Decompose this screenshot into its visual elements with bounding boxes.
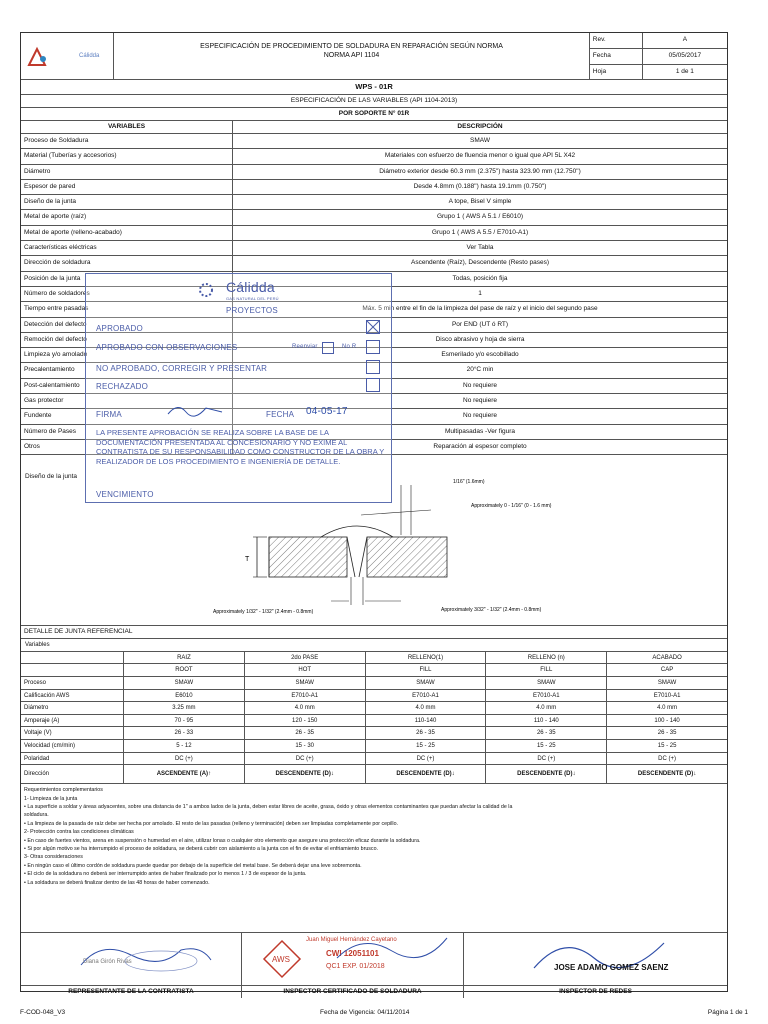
params-cell: 26 - 35 [657,730,677,737]
variable-row [21,226,727,241]
stamp-aprobado: APROBADO [96,324,143,333]
variable-desc: Ascendente (Raíz), Descendente (Resto pases) [410,259,549,267]
note-line: 2- Protección contra las condiciones climáticas [24,829,134,836]
inspector-signature-icon [332,933,452,963]
weld-joint-drawing [253,485,447,605]
params-cell: SMAW [657,680,677,687]
params-row-label: Diámetro [21,702,124,714]
inspector-exp: QC1 EXP. 01/2018 [326,963,385,971]
contratista-signature-icon [61,935,242,975]
params-cell: DC (+) [366,753,487,765]
variable-desc: Máx. 5 min entre el fin de la limpieza del pase de raíz y el inicio del segundo pase [362,305,598,313]
pass-sub: FILL [366,664,487,676]
stamp-brand-sub: GAS NATURAL DEL PERÚ [226,296,279,301]
rev-label: Rev. [590,33,643,48]
note-line: • En caso de fuertes vientos, arena en suspensión o humedad en el aire, utilizar lonas o cualquier otro elemento que asegure una protección eficaz durante la soldadura. [24,837,421,844]
label-inspector: INSPECTOR CERTIFICADO DE SOLDADURA [242,986,464,998]
inspector-name: Juan Miguel Hernández Cayetano [306,937,397,944]
pass-sub: ROOT [124,664,245,676]
params-cell: 26 - 35 [486,727,607,739]
label-contratista: REPRESENTANTE DE LA CONTRATISTA [21,986,242,998]
variable-name: Otros [21,440,233,454]
params-cell: 15 - 25 [657,742,677,749]
stamp-no-aprobado-checkbox [366,360,380,374]
variable-desc: Por END (UT ó RT) [451,320,509,328]
params-row-label: Velocidad (cm/min) [21,740,124,752]
variable-name: Detección del defecto [21,318,233,332]
signature-redes [464,933,727,985]
subtitle-row [21,95,727,108]
design-label: Diseño de la junta [25,473,78,481]
variable-name: Material (Tuberías y accesorios) [21,149,233,163]
pass-name: RAIZ [124,652,245,664]
contratista-name: Diana Girón Rivas [83,959,132,966]
pass-sub: CAP [660,667,674,674]
direction-label: Dirección [21,765,124,783]
stamp-no-aprobado: NO APROBADO, CORREGIR Y PRESENTAR [96,364,268,373]
variable-row [21,134,727,149]
variable-desc: No requiere [463,412,497,420]
variables-col-header: VARIABLES [21,121,233,133]
stamp-disclaimer: LA PRESENTE APROBACIÓN SE REALIZA SOBRE LA BASE DE LA DOCUMENTACIÓN PRESENTADA AL CONCESIONARIO Y NO EXIME AL CONTRATISTA DE SU RESPONSABILIDAD COMO CONSTRUCTOR DE LA OBRA Y REALIZADOR DE LOS PROCEDIMIENTO E INGENIERÍA DE DETALLE. [96,428,385,466]
dim-left-bottom-label: Approximately 1/32" - 1/32" (2.4mm - 0.8mm) [213,609,314,616]
calidda-logo-icon [25,45,53,69]
params-corner [21,664,124,676]
variable-row [21,165,727,180]
note-line: Requerimientos complementarios [24,787,103,794]
variable-desc: 1 [478,289,482,297]
pass-name: RELLENO (n) [486,652,607,664]
params-row-label: Voltaje (V) [21,727,124,739]
note-line: • El ciclo de la soldadura no deberá ser interrumpido antes de haber finalizado por lo menos 1 / 3 de espesor de la junta. [24,871,307,878]
pass-name: 2do PASE [245,652,366,664]
logo-cell [21,33,114,79]
params-cell: 4.0 mm [245,702,366,714]
doc-title-line1: ESPECIFICACIÓN DE PROCEDIMIENTO DE SOLDADURA EN REPARACIÓN SEGÚN NORMA [200,43,503,50]
svg-text:AWS: AWS [272,955,290,965]
footer-code: F-COD-048_V3 [20,1009,66,1016]
thickness-label: T [245,556,250,564]
variable-name: Proceso de Soldadura [21,134,233,148]
variable-name: Post-calentamiento [21,379,233,393]
params-cell: 26 - 35 [366,727,487,739]
inspector-cwi: CWI 12051101 [326,949,379,959]
calidda-stamp-logo-icon [194,280,218,300]
variable-desc: 20°C min [466,366,494,374]
variable-row [21,195,727,210]
variable-desc: Grupo 1 ( AWS A 5.5 / E7010-A1) [431,228,529,236]
variable-name: Espesor de pared [21,180,233,194]
params-row-label: Polaridad [21,753,124,765]
notes-list [21,784,727,932]
params-corner [21,652,124,664]
document-header [21,33,727,80]
params-cell: SMAW [366,677,487,689]
params-header-row [21,652,727,665]
signature-inspector [242,933,464,985]
stamp-firma-signature-icon [166,400,226,420]
note-line: 1- Limpieza de la junta [24,795,78,802]
stamp-rechazado: RECHAZADO [96,382,149,391]
params-cell: 4.0 mm [657,705,678,712]
logo-text: Cálidda [79,53,100,59]
direction-row [21,765,727,784]
params-cell: E7010-A1 [486,690,607,702]
variable-desc: Reparación al espesor completo [433,442,527,450]
variable-desc: Esmerilado y/o escobillado [441,351,519,359]
soporte-row [21,108,727,121]
variable-desc: Disco abrasivo y hoja de sierra [435,335,525,343]
note-line: • Si por algún motivo se ha interrumpido el proceso de soldadura, se deberá cubrir con aislamiento a la junta con el fin de evitar el enfriamiento brusco. [24,846,378,853]
variable-name: Posición de la junta [21,272,233,286]
note-line: • La soldadura se deberá finalizar dentro de las 48 horas de haber comenzado. [24,879,210,886]
variable-name: Diámetro [21,165,233,179]
subtitle: ESPECIFICACIÓN DE LAS VARIABLES (API 1104-2013) [290,97,458,104]
variable-name: Remoción del defecto [21,333,233,347]
pass-sub: HOT [245,664,366,676]
stamp-brand: Cálidda [226,279,275,295]
variable-desc: Diámetro exterior desde 60.3 mm (2.375") hasta 323.90 mm (12.750") [379,167,581,175]
note-line: • La superficie a soldar y áreas adyacentes, sobre una distancia de 1" a ambos lados de la junta, deben estar libres de aceite, grasa, óxido y otras elementos contaminantes que puedan afectar la calidad de la [24,803,513,810]
params-cell: 15 - 25 [366,740,487,752]
params-row [21,753,727,766]
direction-cell: DESCENDENTE (D)↓ [637,771,697,778]
params-cell: DC (+) [124,753,245,765]
direction-cell: DESCENDENTE (D)↓ [486,765,607,783]
params-cell: 100 - 140 [654,717,680,724]
variable-name: Tiempo entre pasadas [21,302,233,316]
signature-contratista [21,933,242,985]
stamp-aprobado-checkbox [366,320,380,334]
note-line: • En ningún caso el último cordón de soldadura puede quedar por debajo de la superficie del metal base. Se deberá dejar una leve sobremonta. [24,862,362,869]
params-cell: 15 - 25 [486,740,607,752]
dim-right-label: Approximately 0 - 1/16" (0 - 1.6 mm) [471,503,552,510]
pass-sub: FILL [486,664,607,676]
variable-row [21,149,727,164]
params-variables-label: Variables [25,642,50,649]
fecha-label: Fecha [590,49,643,64]
descripcion-col-header: DESCRIPCIÓN [457,123,503,130]
params-cell: 4.0 mm [486,702,607,714]
params-cell: E7010-A1 [653,692,681,699]
stamp-vencimiento: VENCIMIENTO [96,490,154,499]
variables-header-row [21,121,727,134]
pass-name: ACABADO [652,654,682,661]
params-cell: SMAW [486,677,607,689]
params-row [21,740,727,753]
pass-name: RELLENO(1) [366,652,487,664]
variable-name: Limpieza y/o amolado [21,348,233,362]
variable-name: Dirección de soldadura [21,256,233,270]
notes-section [21,784,727,933]
stamp-fecha-val: 04-05-17 [306,406,348,417]
params-subheader-row [21,664,727,677]
footer-page: Página 1 de 1 [707,1009,748,1016]
params-cell: E6010 [124,690,245,702]
params-cell: E7010-A1 [245,690,366,702]
hoja-value: 1 de 1 [675,68,694,75]
variable-name: Número de soldadores [21,287,233,301]
stamp-no-r: No R [342,344,357,350]
variable-desc: A tope, Bisel V simple [448,198,512,206]
variable-desc: Desde 4.8mm (0.188") hasta 19.1mm (0.750") [413,182,547,190]
params-variables-row [21,639,727,652]
variable-name: Fundente [21,409,233,423]
variable-name: Gas protector [21,394,233,408]
params-cell: E7010-A1 [366,690,487,702]
parameters-table [21,639,727,784]
params-row [21,715,727,728]
wps-code-row [21,80,727,95]
params-cell: 26 - 33 [124,727,245,739]
rev-value: A [682,36,688,43]
note-line: 3- Otras consideraciones [24,854,83,861]
hoja-label: Hoja [590,65,643,79]
variable-row [21,241,727,256]
variable-desc: Multipasadas -Ver figura [444,427,516,435]
detalle-label: DETALLE DE JUNTA REFERENCIAL [24,628,133,636]
footer-vigencia: Fecha de Vigencia: 04/11/2014 [320,1009,410,1016]
params-cell: 120 - 150 [245,715,366,727]
direction-cell: ASCENDENTE (A)↑ [124,765,245,783]
stamp-firma: FIRMA [96,410,122,419]
dim-top-label: 1/16" (1.6mm) [453,479,485,486]
params-cell: SMAW [124,677,245,689]
stamp-reenviar-checkbox [322,342,334,354]
doc-title-line2: NORMA API 1104 [323,52,380,59]
stamp-rechazado-checkbox [366,378,380,392]
params-row [21,690,727,703]
variable-desc: Grupo 1 ( AWS A 5.1 / E6010) [436,213,524,221]
rev-block [590,33,727,79]
variable-desc: No requiere [463,381,497,389]
variable-desc: Materiales con esfuerzo de fluencia menor o igual que API 5L X42 [384,152,576,160]
por-soporte: POR SOPORTE N° 01R [338,110,410,117]
detalle-row [21,626,727,639]
params-cell: 3.25 mm [124,702,245,714]
variable-desc: Ver Tabla [466,244,494,252]
params-row [21,677,727,690]
params-row-label: Proceso [21,677,124,689]
variable-name: Diseño de la junta [21,195,233,209]
wps-code: WPS - 01R [355,82,393,91]
direction-cell: DESCENDENTE (D)↓ [245,765,366,783]
label-redes: INSPECTOR DE REDES [559,988,632,996]
stamp-reenviar: Reenviar [292,344,318,350]
params-cell: 26 - 35 [245,727,366,739]
direction-cell: DESCENDENTE (D)↓ [366,765,487,783]
params-cell: SMAW [245,677,366,689]
params-cell: 110 - 140 [486,715,607,727]
check-x-icon [367,321,379,333]
note-line: soldadura. [24,812,49,819]
stamp-aprobado-obs: APROBADO CON OBSERVACIONES [96,343,238,352]
note-line: • La limpieza de la pasada de raíz debe ser hecha por amolado. El resto de las pasadas (relleno y terminación) deben ser limpiadas completamente por cepillo. [24,820,399,827]
variable-row [21,210,727,225]
variable-name: Número de Pases [21,425,233,439]
stamp-proyectos: PROYECTOS [226,306,278,315]
params-row [21,727,727,740]
params-cell: 110-140 [366,715,487,727]
params-cell: 5 - 12 [124,740,245,752]
params-cell: 70 - 95 [124,715,245,727]
aws-stamp-icon [262,939,302,979]
variable-name: Metal de aporte (raíz) [21,210,233,224]
variable-name: Metal de aporte (relleno-acabado) [21,226,233,240]
approval-stamp [85,273,392,503]
variable-desc: No requiere [463,397,497,405]
params-row-label: Calificación AWS [21,690,124,702]
stamp-obs-checkbox [366,340,380,354]
variable-name: Precalentamiento [21,363,233,377]
variable-row [21,180,727,195]
title-cell [114,33,590,79]
params-cell: 15 - 30 [245,740,366,752]
signature-row [21,933,727,986]
variable-row [21,256,727,271]
params-row [21,702,727,715]
params-row-label: Amperaje (A) [21,715,124,727]
params-cell: DC (+) [245,753,366,765]
signature-labels-row [21,986,727,998]
stamp-fecha: FECHA [266,410,295,419]
params-cell: DC (+) [658,755,676,762]
wps-document [20,32,728,996]
variable-desc: Todas, posición fija [452,274,508,282]
redes-name: JOSE ADAMO GOMEZ SAENZ [554,963,669,973]
params-cell: 4.0 mm [366,702,487,714]
dim-right-bottom-label: Approximately 3/32" - 1/32" (2.4mm - 0.8mm) [441,607,542,614]
doc-title [117,34,586,60]
fecha-value: 05/05/2017 [668,52,702,59]
params-cell: DC (+) [486,753,607,765]
variable-desc: SMAW [470,137,490,144]
variable-name: Características eléctricas [21,241,233,255]
